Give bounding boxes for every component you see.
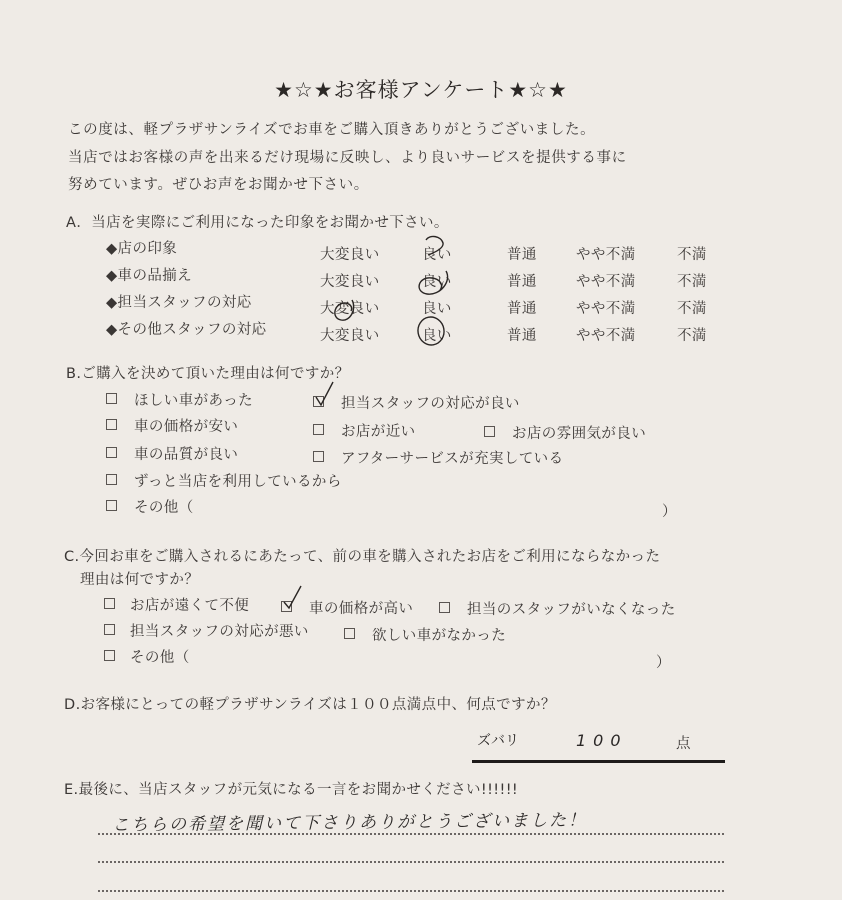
rating-option-very-good[interactable]: 大変良い xyxy=(320,328,380,344)
rating-row-label: ◆その他スタッフの対応 xyxy=(106,322,267,338)
checkbox[interactable] xyxy=(313,451,324,462)
rating-option-good[interactable]: 良い xyxy=(422,301,452,317)
rating-option-good[interactable]: 良い xyxy=(422,274,452,290)
rating-option-somewhat-dissatisfied[interactable]: やや不満 xyxy=(576,247,636,263)
rating-option-good[interactable]: 良い xyxy=(422,247,452,263)
rating-option-dissatisfied[interactable]: 不満 xyxy=(677,247,707,263)
checkbox[interactable] xyxy=(104,598,115,609)
checkbox[interactable] xyxy=(106,500,117,511)
checkbox-label: お店の雰囲気が良い xyxy=(512,426,647,442)
rating-row-label: ◆店の印象 xyxy=(106,241,178,257)
section-d-heading: D.お客様にとっての軽プラザサンライズは１００点満点中、何点ですか？ xyxy=(64,697,556,713)
checkbox[interactable] xyxy=(106,447,117,458)
score-unit: 点 xyxy=(676,736,691,752)
checkbox[interactable] xyxy=(313,424,324,435)
rating-option-average[interactable]: 普通 xyxy=(507,328,537,344)
other-close-paren: ） xyxy=(662,504,677,520)
answer-line-2 xyxy=(98,861,724,863)
rating-option-average[interactable]: 普通 xyxy=(507,247,537,263)
section-c-heading-line-1: C.今回お車をご購入されるにあたって、前の車を購入されたお店をご利用にならなかった xyxy=(64,549,661,565)
checkbox-label: お店が遠くて不便 xyxy=(130,598,250,614)
checkbox-label: ほしい車があった xyxy=(134,393,254,409)
rating-option-somewhat-dissatisfied[interactable]: やや不満 xyxy=(576,301,636,317)
rating-option-dissatisfied[interactable]: 不満 xyxy=(677,274,707,290)
checkbox[interactable] xyxy=(104,650,115,661)
rating-option-somewhat-dissatisfied[interactable]: やや不満 xyxy=(576,274,636,290)
checkbox[interactable] xyxy=(104,624,115,635)
answer-line-3 xyxy=(98,890,724,892)
checkbox[interactable] xyxy=(106,393,117,404)
rating-option-dissatisfied[interactable]: 不満 xyxy=(677,301,707,317)
checkbox[interactable] xyxy=(106,474,117,485)
checkbox-label: その他（ xyxy=(134,500,194,516)
section-e-heading: E.最後に、当店スタッフが元気になる一言をお聞かせください!!!!!! xyxy=(64,782,519,798)
checkbox-label: その他（ xyxy=(130,650,190,666)
checkbox-label: 車の品質が良い xyxy=(134,447,239,463)
checkbox-label: ずっと当店を利用しているから xyxy=(134,474,342,490)
rating-option-very-good[interactable]: 大変良い xyxy=(320,274,380,290)
checkbox-label: お店が近い xyxy=(341,424,416,440)
checkbox[interactable] xyxy=(344,628,355,639)
section-b-heading: B.ご購入を決めて頂いた理由は何ですか？ xyxy=(66,366,350,382)
section-a-heading: A．当店を実際にご利用になった印象をお聞かせ下さい。 xyxy=(66,215,449,231)
checkbox-label: 車の価格が安い xyxy=(134,419,239,435)
rating-row-label: ◆車の品揃え xyxy=(106,268,193,284)
rating-option-somewhat-dissatisfied[interactable]: やや不満 xyxy=(576,328,636,344)
checkbox[interactable] xyxy=(313,396,324,407)
rating-option-good[interactable]: 良い xyxy=(422,328,452,344)
checkbox[interactable] xyxy=(106,419,117,430)
other-close-paren: ） xyxy=(656,655,671,671)
checkbox[interactable] xyxy=(439,602,450,613)
intro-line-1: この度は、軽プラザサンライズでお車をご購入頂きありがとうございました。 xyxy=(68,122,596,138)
rating-row-label: ◆担当スタッフの対応 xyxy=(106,295,252,311)
rating-option-very-good[interactable]: 大変良い xyxy=(320,301,380,317)
checkbox[interactable] xyxy=(281,601,292,612)
survey-title: ★☆★お客様アンケート★☆★ xyxy=(274,78,568,102)
rating-option-very-good[interactable]: 大変良い xyxy=(320,247,380,263)
checkbox-label: アフターサービスが充実している xyxy=(341,451,564,467)
rating-option-average[interactable]: 普通 xyxy=(507,301,537,317)
checkbox[interactable] xyxy=(484,426,495,437)
checkbox-label: 担当スタッフの対応が良い xyxy=(341,396,520,412)
checkbox-label: 欲しい車がなかった xyxy=(372,628,507,644)
score-underline xyxy=(472,760,725,763)
score-prefix: ズバリ xyxy=(477,733,519,749)
intro-line-2: 当店ではお客様の声を出来るだけ現場に反映し、より良いサービスを提供する事に xyxy=(68,150,627,166)
answer-line-1 xyxy=(98,833,724,835)
score-value[interactable]: 100 xyxy=(576,731,628,750)
rating-option-average[interactable]: 普通 xyxy=(507,274,537,290)
checkbox-label: 担当のスタッフがいなくなった xyxy=(467,602,676,618)
intro-line-3: 努めています。ぜひお声をお聞かせ下さい。 xyxy=(68,177,369,193)
comment-answer[interactable]: こちらの希望を聞いて下さりありがとうございました！ xyxy=(111,810,588,836)
rating-option-dissatisfied[interactable]: 不満 xyxy=(677,328,707,344)
section-c-heading-line-2: 理由は何ですか？ xyxy=(80,572,200,588)
checkbox-label: 車の価格が高い xyxy=(309,601,414,617)
checkbox-label: 担当スタッフの対応が悪い xyxy=(130,624,309,640)
